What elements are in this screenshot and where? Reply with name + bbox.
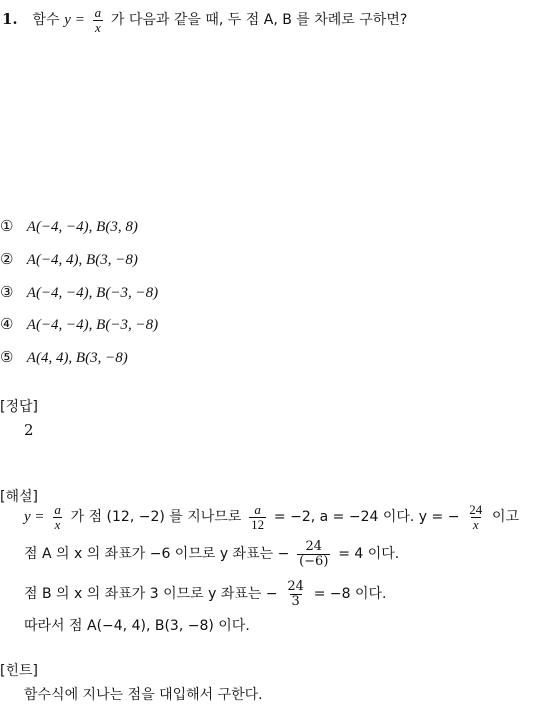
fraction-denominator: (−6) bbox=[299, 553, 329, 569]
solution-fraction bbox=[249, 503, 266, 531]
question-number: 1. bbox=[2, 10, 18, 29]
option-4[interactable] bbox=[0, 315, 158, 334]
solution-fraction bbox=[52, 503, 63, 531]
option-mark: ① bbox=[0, 217, 14, 235]
option-2[interactable] bbox=[0, 250, 138, 269]
option-1[interactable] bbox=[0, 217, 138, 236]
solution-text: 점 B 의 x 의 좌표가 3 이므로 y 좌표는 − bbox=[24, 586, 278, 603]
question-text bbox=[2, 6, 407, 34]
solution-line-3 bbox=[24, 580, 387, 608]
solution-line-2 bbox=[24, 540, 399, 568]
solution-text: = −2, a = −24 이다. y = − bbox=[273, 509, 460, 526]
solution-text: = 4 이다. bbox=[338, 546, 400, 563]
answer-label: [정답] bbox=[0, 399, 38, 415]
solution-line-4: 따라서 점 A(−4, 4), B(3, −8) 이다. bbox=[24, 618, 250, 634]
hint-label: [힌트] bbox=[0, 663, 38, 679]
figure-area bbox=[20, 56, 540, 206]
solution-text: y = bbox=[24, 509, 45, 526]
solution-text: 점 A 의 x 의 좌표가 −6 이므로 y 좌표는 − bbox=[24, 546, 290, 563]
solution-fraction bbox=[467, 503, 484, 531]
fraction-numerator: a bbox=[254, 502, 261, 517]
function-numerator: a bbox=[94, 5, 102, 20]
solution-fraction bbox=[297, 540, 330, 568]
option-mark: ⑤ bbox=[0, 348, 14, 366]
option-mark: ④ bbox=[0, 315, 14, 333]
function-fraction bbox=[93, 6, 104, 34]
fraction-denominator: x bbox=[54, 516, 61, 532]
hint-text: 함수식에 지나는 점을 대입해서 구한다. bbox=[24, 687, 263, 703]
solution-fraction bbox=[285, 580, 306, 608]
option-text: A(−4, −4), B(−3, −8) bbox=[26, 317, 159, 333]
solution-label: [해설] bbox=[0, 489, 38, 505]
fraction-numerator: 24 bbox=[469, 502, 483, 517]
fraction-numerator: 24 bbox=[305, 539, 323, 554]
fraction-denominator: 3 bbox=[291, 593, 300, 609]
option-3[interactable] bbox=[0, 283, 158, 302]
solution-line-1 bbox=[24, 503, 519, 531]
option-text: A(−4, −4), B(−3, −8) bbox=[26, 285, 159, 301]
fraction-denominator: x bbox=[472, 516, 479, 532]
solution-text: = −8 이다. bbox=[313, 586, 387, 603]
option-text: A(−4, −4), B(3, 8) bbox=[26, 219, 138, 235]
question-part1: 함수 bbox=[32, 12, 60, 29]
solution-text: 이고 bbox=[492, 509, 520, 526]
question-part2: 가 다음과 같을 때, 두 점 A, B 를 차례로 구하면? bbox=[110, 12, 408, 29]
option-mark: ② bbox=[0, 250, 14, 268]
function-denominator: x bbox=[94, 19, 101, 35]
solution-text: 가 점 (12, −2) 를 지나므로 bbox=[70, 509, 242, 526]
fraction-denominator: 12 bbox=[251, 516, 265, 532]
option-text: A(4, 4), B(3, −8) bbox=[26, 350, 128, 366]
option-text: A(−4, 4), B(3, −8) bbox=[26, 252, 138, 268]
option-5[interactable] bbox=[0, 348, 128, 367]
fraction-numerator: a bbox=[54, 502, 61, 517]
option-mark: ③ bbox=[0, 283, 14, 301]
function-lhs: y = bbox=[64, 12, 85, 29]
answer-value: 2 bbox=[24, 421, 34, 439]
fraction-numerator: 24 bbox=[287, 579, 304, 594]
